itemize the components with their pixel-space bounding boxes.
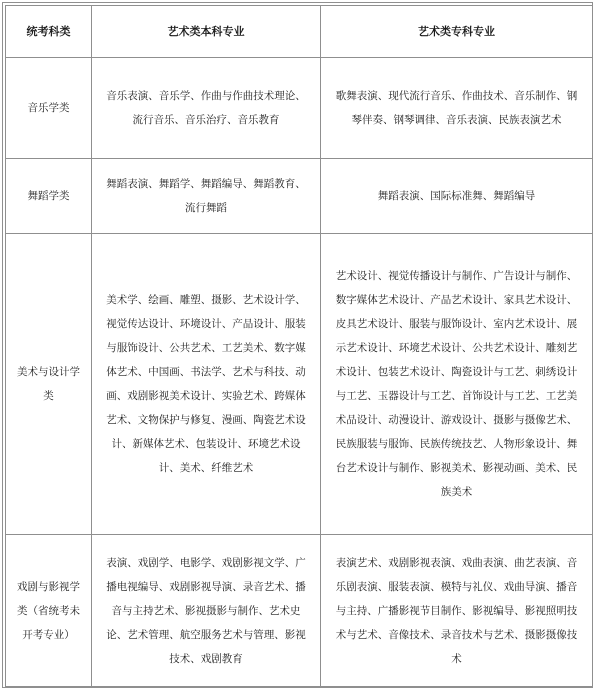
- undergraduate-cell: 音乐表演、音乐学、作曲与作曲技术理论、流行音乐、音乐治疗、音乐教育: [92, 58, 321, 159]
- header-undergraduate: 艺术类本科专业: [92, 6, 321, 58]
- header-junior-college: 艺术类专科专业: [321, 6, 593, 58]
- junior-college-cell: 舞蹈表演、国际标准舞、舞蹈编导: [321, 159, 593, 234]
- undergraduate-cell: 表演、戏剧学、电影学、戏剧影视文学、广播电视编导、戏剧影视导演、录音艺术、播音与主持艺术、影视摄影与制作、艺术史论、艺术管理、航空服务艺术与管理、影视技术、戏剧教育: [92, 535, 321, 687]
- junior-college-cell: 歌舞表演、现代流行音乐、作曲技术、音乐制作、钢琴伴奏、钢琴调律、音乐表演、民族表演艺术: [321, 58, 593, 159]
- junior-college-cell: 艺术设计、视觉传播设计与制作、广告设计与制作、数字媒体艺术设计、产品艺术设计、家具艺术设计、皮具艺术设计、服装与服饰设计、室内艺术设计、展示艺术设计、环境艺术设计、公共艺术设计、雕刻艺术设计、包装艺术设计、陶瓷设计与工艺、刺绣设计与工艺、玉器设计与工艺、首饰设计与工艺、工艺美术品设计、动漫设计、游戏设计、摄影与摄像艺术、民族服装与服饰、民族传统技艺、人物形象设计、舞台艺术设计与制作、影视美术、影视动画、美术、民族美术: [321, 234, 593, 535]
- undergraduate-cell: 舞蹈表演、舞蹈学、舞蹈编导、舞蹈教育、流行舞蹈: [92, 159, 321, 234]
- table-row: [6, 535, 593, 687]
- header-category: 统考科类: [6, 6, 92, 58]
- table-row: [6, 58, 593, 159]
- table-row: [6, 159, 593, 234]
- junior-college-cell: 表演艺术、戏剧影视表演、戏曲表演、曲艺表演、音乐剧表演、服装表演、模特与礼仪、戏曲导演、播音与主持、广播影视节目制作、影视编导、影视照明技术与艺术、音像技术、录音技术与艺术、摄影摄像技术: [321, 535, 593, 687]
- category-cell: 戏剧与影视学类（省统考未开考专业）: [6, 535, 92, 687]
- category-cell: 美术与设计学类: [6, 234, 92, 535]
- category-cell: 音乐学类: [6, 58, 92, 159]
- undergraduate-cell: 美术学、绘画、雕塑、摄影、艺术设计学、视觉传达设计、环境设计、产品设计、服装与服饰设计、公共艺术、工艺美术、数字媒体艺术、中国画、书法学、艺术与科技、动画、戏剧影视美术设计、实验艺术、跨媒体艺术、文物保护与修复、漫画、陶瓷艺术设计、新媒体艺术、包装设计、环境艺术设计、美术、纤维艺术: [92, 234, 321, 535]
- category-cell: 舞蹈学类: [6, 159, 92, 234]
- art-majors-table: [5, 5, 593, 687]
- table-row: [6, 234, 593, 535]
- header-row: [6, 6, 593, 58]
